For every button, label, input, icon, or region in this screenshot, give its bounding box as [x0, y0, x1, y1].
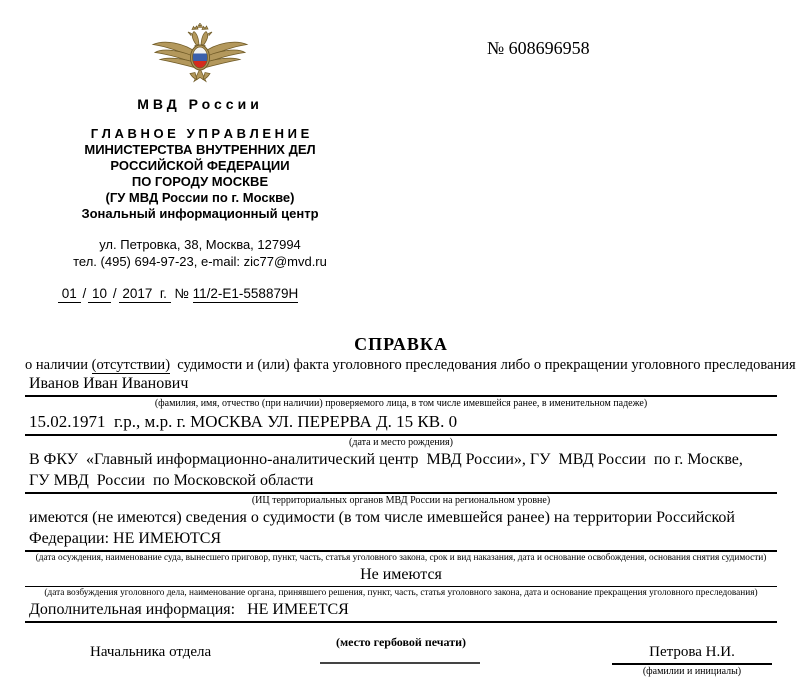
- subtitle-post: судимости и (или) факта уголовного преследования либо о прекращении уголовного преследования: [170, 357, 796, 373]
- document-number: № 608696958: [487, 38, 590, 58]
- field-birth: [25, 411, 777, 450]
- document-title: СПРАВКА: [354, 334, 448, 354]
- full-name-value: Иванов Иван Иванович: [25, 374, 777, 397]
- date-separator: /: [112, 286, 117, 301]
- number-sign: №: [170, 286, 193, 301]
- org-line-3: РОССИЙСКОЙ ФЕДЕРАЦИИ: [110, 158, 290, 173]
- stamp-place-note: (место гербовой печати): [335, 635, 467, 649]
- field-full-name: [25, 374, 777, 411]
- org-line-2: МИНИСТЕРСТВА ВНУТРЕННИХ ДЕЛ: [84, 142, 316, 157]
- signer-position: Начальника отдела: [90, 644, 212, 660]
- conviction-value: [25, 508, 777, 552]
- date-month: 10: [88, 286, 111, 301]
- org-line-6: Зональный информационный центр: [81, 206, 319, 221]
- prosecution-value: Не имеются: [25, 565, 777, 587]
- conviction-line-1: имеются (не имеются) сведения о судимости (в том числе имевшейся ранее) на территории Российской: [29, 509, 735, 526]
- mvd-emblem-icon: [150, 20, 250, 92]
- certificate-body: [25, 334, 796, 650]
- letterhead: [52, 20, 348, 270]
- birth-value: 15.02.1971 г.р., м.р. г. МОСКВА УЛ. ПЕРЕРВА Д. 15 КВ. 0: [25, 411, 777, 436]
- additional-info-value: Дополнительная информация: НЕ ИМЕЕТСЯ: [25, 600, 777, 623]
- birth-caption: (дата и место рождения): [349, 437, 453, 448]
- checking-org-line-1: В ФКУ «Главный информационно-аналитический центр МВД России», ГУ МВД России по г. Москве,: [29, 451, 743, 468]
- field-checking-org: [25, 450, 777, 508]
- org-line-5: (ГУ МВД России по г. Москве): [105, 190, 295, 205]
- signer-name-caption: (фамилии и инициалы): [642, 666, 742, 677]
- org-line-1: Г Л А В Н О Е У П Р А В Л Е Н И Е: [90, 126, 310, 141]
- date-year: 2017 г.: [118, 286, 171, 301]
- subtitle-underlined: (отсутствии): [91, 357, 171, 373]
- full-name-caption: (фамилия, имя, отчество (при наличии) проверяемого лица, в том числе имевшейся ранее, в именительном падеже): [154, 398, 648, 409]
- conviction-line-2: Федерации: НЕ ИМЕЮТСЯ: [29, 530, 222, 547]
- field-prosecution: [25, 565, 777, 600]
- document-subtitle: [25, 357, 796, 374]
- field-additional-info: [25, 600, 777, 623]
- checking-org-line-2: ГУ МВД России по Московской области: [29, 472, 314, 489]
- date-day: 01: [58, 286, 81, 301]
- date-reference-line: [58, 286, 298, 301]
- reference-number: 11/2-Е1-558879Н: [192, 286, 299, 301]
- address-line: ул. Петровка, 38, Москва, 127994: [99, 237, 301, 252]
- org-line-4: ПО ГОРОДУ МОСКВЕ: [131, 174, 269, 189]
- signer-name: Петрова Н.И.: [612, 644, 772, 665]
- date-separator: /: [82, 286, 87, 301]
- signature-line: [320, 662, 480, 664]
- prosecution-caption: (дата возбуждения уголовного дела, наименование органа, принявшего решения, пункт, часть, статья уголовного закона, дата и основание прекращения уголовного преследования): [44, 588, 758, 598]
- signer-name-block: [612, 644, 772, 677]
- emblem-label: МВД России: [137, 96, 263, 112]
- org-name-block: [52, 126, 348, 222]
- subtitle-pre: о наличии: [25, 357, 92, 373]
- address-block: [52, 236, 348, 270]
- checking-org-caption: (ИЦ территориальных органов МВД России на региональном уровне): [251, 495, 551, 506]
- field-conviction: [25, 508, 777, 565]
- phone-email-line: тел. (495) 694-97-23, e-mail: zic77@mvd.ru: [73, 254, 327, 269]
- checking-org-value: [25, 450, 777, 494]
- conviction-caption: (дата осуждения, наименование суда, вынесшего приговор, пункт, часть, статья уголовного закона, срок и вид наказания, дата и основание освобождения, основания снятия судимости): [35, 553, 767, 563]
